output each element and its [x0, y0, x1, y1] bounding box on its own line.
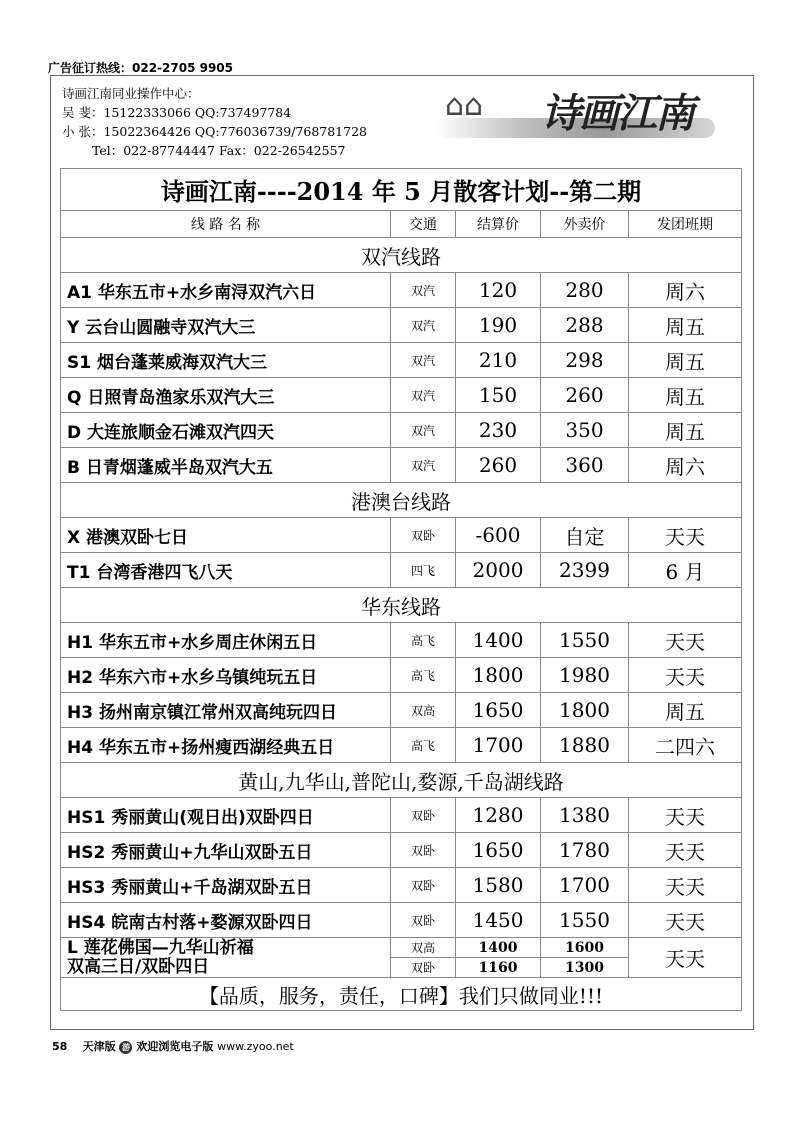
net-price: 190: [456, 308, 541, 343]
net-price: 230: [456, 413, 541, 448]
section-row: [61, 483, 742, 518]
net-price: 1580: [456, 868, 541, 903]
tour-table: [60, 168, 742, 1011]
retail-price: 1550: [541, 623, 629, 658]
header-row: [61, 211, 742, 238]
transport: 双汽: [391, 378, 456, 413]
table-row[interactable]: [61, 903, 742, 938]
route-name: Y 云台山圆融寺双汽大三: [61, 308, 391, 343]
route-name: H3 扬州南京镇江常州双高纯玩四日: [61, 693, 391, 728]
table-row[interactable]: [61, 448, 742, 483]
route-name: Q 日照青岛渔家乐双汽大三: [61, 378, 391, 413]
net-price: 1280: [456, 798, 541, 833]
tel-fax: Tel：022-87744447 Fax：022-26542557: [92, 143, 346, 158]
transport: 双汽: [391, 273, 456, 308]
net-price: 1160: [456, 958, 541, 978]
table-row[interactable]: [61, 868, 742, 903]
transport: 高飞: [391, 623, 456, 658]
transport: 双卧: [391, 958, 456, 978]
net-price: 1700: [456, 728, 541, 763]
net-price: -600: [456, 518, 541, 553]
table-row[interactable]: [61, 308, 742, 343]
schedule: 周六: [629, 448, 742, 483]
route-name: S1 烟台蓬莱威海双汽大三: [61, 343, 391, 378]
route-name: HS4 皖南古村落+婺源双卧四日: [61, 903, 391, 938]
schedule: 天天: [629, 518, 742, 553]
schedule: 周五: [629, 343, 742, 378]
route-name: H4 华东五市+扬州瘦西湖经典五日: [61, 728, 391, 763]
retail-price: 1700: [541, 868, 629, 903]
house-icon: ⌂⌂: [445, 88, 484, 123]
transport: 高飞: [391, 658, 456, 693]
retail-price: 1380: [541, 798, 629, 833]
schedule: 天天: [629, 938, 742, 978]
table-title: 诗画江南----2014 年 5 月散客计划--第二期: [61, 169, 742, 211]
table-row[interactable]: [61, 413, 742, 448]
section-title: 黄山,九华山,普陀山,婺源,千岛湖线路: [61, 763, 742, 798]
table-row[interactable]: [61, 378, 742, 413]
retail-price: 1880: [541, 728, 629, 763]
retail-price: 360: [541, 448, 629, 483]
transport: 高飞: [391, 728, 456, 763]
contact-line: 吴 斐：15122333066 QQ:737497784: [62, 105, 292, 120]
transport: 双卧: [391, 798, 456, 833]
schedule: 二四六: [629, 728, 742, 763]
slogan: 【品质，服务，责任，口碑】我们只做同业!!!: [61, 978, 742, 1011]
retail-price: 298: [541, 343, 629, 378]
net-price: 120: [456, 273, 541, 308]
badge-icon: 游: [119, 1041, 132, 1054]
col-header: 结算价: [456, 211, 541, 238]
retail-price: 1980: [541, 658, 629, 693]
transport: 双汽: [391, 343, 456, 378]
page-footer: [52, 1038, 294, 1054]
contact-block: [62, 84, 367, 160]
section-title: 双汽线路: [61, 238, 742, 273]
schedule: 天天: [629, 833, 742, 868]
contact-line: 小 张：15022364426 QQ:776036739/768781728: [62, 124, 367, 139]
ad-hotline: 广告征订热线：022-2705 9905: [48, 61, 234, 75]
footer-text: 欢迎浏览电子版: [136, 1040, 214, 1053]
schedule: 天天: [629, 798, 742, 833]
transport: 双高: [391, 938, 456, 958]
col-header: 外卖价: [541, 211, 629, 238]
col-header: 交通: [391, 211, 456, 238]
schedule: 周五: [629, 693, 742, 728]
net-price: 210: [456, 343, 541, 378]
section-row: [61, 763, 742, 798]
net-price: 260: [456, 448, 541, 483]
transport: 双卧: [391, 868, 456, 903]
route-name: HS1 秀丽黄山(观日出)双卧四日: [61, 798, 391, 833]
retail-price: 1300: [541, 958, 629, 978]
route-name: A1 华东五市+水乡南浔双汽六日: [61, 273, 391, 308]
net-price: 1450: [456, 903, 541, 938]
retail-price: 260: [541, 378, 629, 413]
table-row[interactable]: [61, 938, 742, 958]
table-row[interactable]: [61, 693, 742, 728]
schedule: 天天: [629, 868, 742, 903]
table-row[interactable]: [61, 553, 742, 588]
route-name: HS3 秀丽黄山+千岛湖双卧五日: [61, 868, 391, 903]
table-row[interactable]: [61, 833, 742, 868]
retail-price: 288: [541, 308, 629, 343]
page-number: 58: [52, 1040, 68, 1053]
transport: 双卧: [391, 903, 456, 938]
section-title: 华东线路: [61, 588, 742, 623]
edition: 天津版: [82, 1040, 116, 1053]
route-name: [61, 938, 391, 978]
retail-price: 280: [541, 273, 629, 308]
transport: 双汽: [391, 448, 456, 483]
route-name: HS2 秀丽黄山+九华山双卧五日: [61, 833, 391, 868]
retail-price: 2399: [541, 553, 629, 588]
net-price: 1400: [456, 938, 541, 958]
table-row[interactable]: [61, 623, 742, 658]
route-name: H1 华东五市+水乡周庄休闲五日: [61, 623, 391, 658]
schedule: 周五: [629, 413, 742, 448]
retail-price: 350: [541, 413, 629, 448]
net-price: 150: [456, 378, 541, 413]
route-name: X 港澳双卧七日: [61, 518, 391, 553]
website-link[interactable]: www.zyoo.net: [217, 1040, 294, 1053]
schedule: 天天: [629, 903, 742, 938]
contact-center: 诗画江南同业操作中心：: [62, 86, 200, 101]
table-row[interactable]: [61, 728, 742, 763]
transport: 双汽: [391, 413, 456, 448]
transport: 双卧: [391, 518, 456, 553]
net-price: 1800: [456, 658, 541, 693]
schedule: 周五: [629, 308, 742, 343]
net-price: 1650: [456, 693, 541, 728]
col-header: 线 路 名 称: [61, 211, 391, 238]
net-price: 1400: [456, 623, 541, 658]
table-row[interactable]: [61, 798, 742, 833]
transport: 双高: [391, 693, 456, 728]
col-header: 发团班期: [629, 211, 742, 238]
table-row[interactable]: [61, 273, 742, 308]
logo: [435, 80, 735, 160]
schedule: 天天: [629, 623, 742, 658]
table-row[interactable]: [61, 658, 742, 693]
route-name: B 日青烟蓬威半岛双汽大五: [61, 448, 391, 483]
logo-text: 诗画江南: [541, 90, 693, 137]
route-name-line: L 莲花佛国—九华山祈福: [67, 937, 254, 958]
transport: 双汽: [391, 308, 456, 343]
schedule: 周六: [629, 273, 742, 308]
table-row[interactable]: [61, 343, 742, 378]
schedule: 周五: [629, 378, 742, 413]
net-price: 2000: [456, 553, 541, 588]
section-row: [61, 238, 742, 273]
schedule: 6 月: [629, 553, 742, 588]
route-name-line: 双高三日/双卧四日: [67, 956, 210, 977]
section-title: 港澳台线路: [61, 483, 742, 518]
retail-price: 1600: [541, 938, 629, 958]
route-name: H2 华东六市+水乡乌镇纯玩五日: [61, 658, 391, 693]
section-row: [61, 588, 742, 623]
transport: 四飞: [391, 553, 456, 588]
retail-price: 自定: [541, 518, 629, 553]
route-name: T1 台湾香港四飞八天: [61, 553, 391, 588]
retail-price: 1800: [541, 693, 629, 728]
schedule: 天天: [629, 658, 742, 693]
retail-price: 1550: [541, 903, 629, 938]
retail-price: 1780: [541, 833, 629, 868]
net-price: 1650: [456, 833, 541, 868]
route-name: D 大连旅顺金石滩双汽四天: [61, 413, 391, 448]
transport: 双卧: [391, 833, 456, 868]
table-row[interactable]: [61, 518, 742, 553]
